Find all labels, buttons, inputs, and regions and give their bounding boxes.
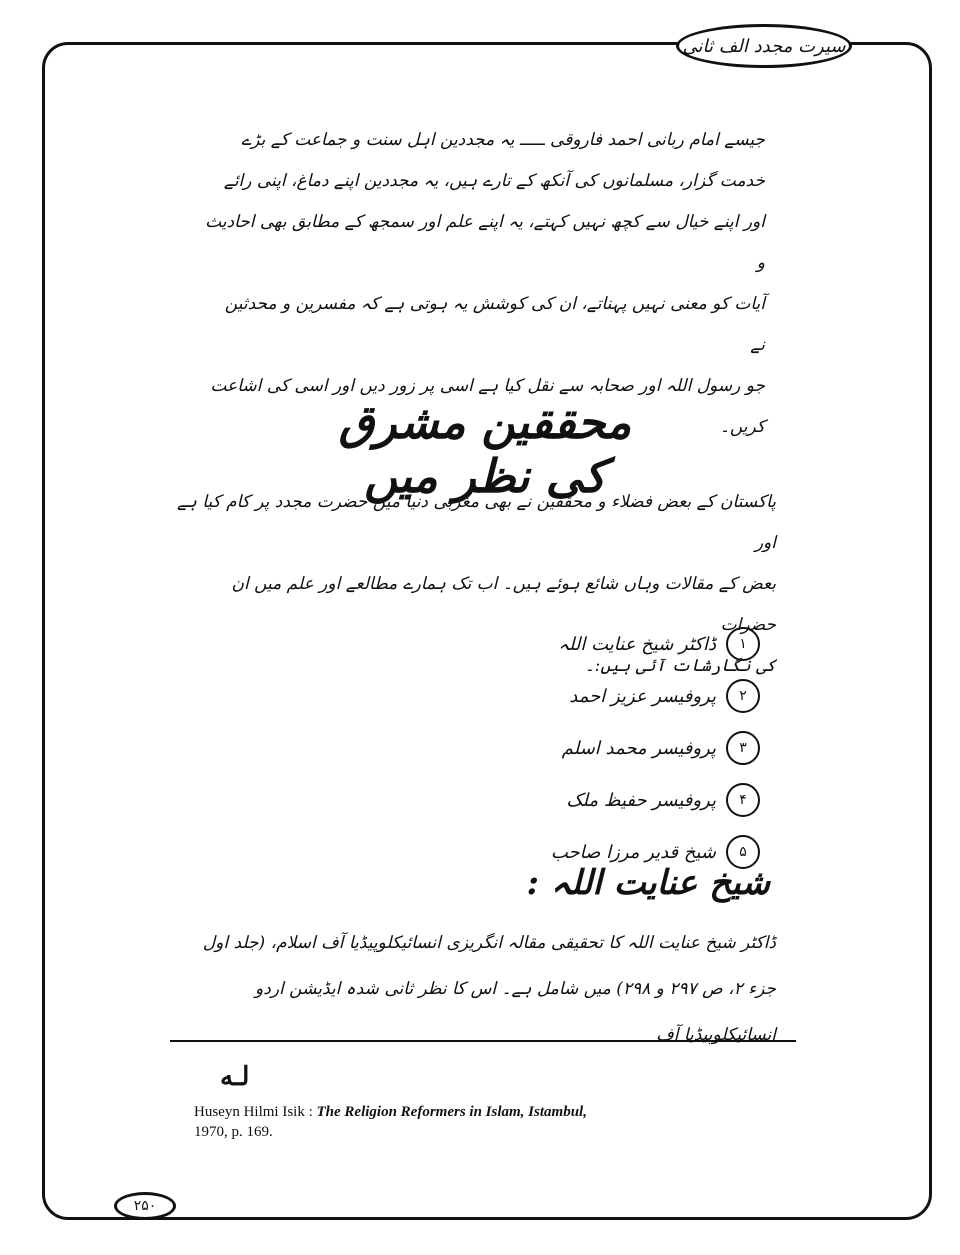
list-name: پروفیسر محمد اسلم [561,737,716,759]
running-header [676,24,852,68]
list-item [520,722,760,774]
footnote-marker: لـه [220,1062,250,1092]
list-name: پروفیسر عزیز احمد [569,685,716,707]
intro-line: جو رسول اللہ اور صحابہ سے نقل کیا ہے اسی پر زور دیں اور اسی کی اشاعت کریں۔ [210,376,765,437]
list-item [520,618,760,670]
page-number: ۲۵۰ [133,1198,157,1214]
list-number: ۴ [726,783,760,817]
para-line: جزء ۲، ص ۲۹۷ و ۲۹۸) میں شامل ہے۔ اس کا نظر ثانی شدہ ایڈیشن اردو انسائیکلوپیڈیا آف [255,979,776,1045]
intro-line: جیسے امام ربانی احمد فاروقی ـــــ یہ مجددین اہل سنت و جماعت کے بڑے [241,130,765,150]
para-line: ڈاکٹر شیخ عنایت اللہ کا تحقیقی مقالہ انگریزی انسائیکلوپیڈیا آف اسلام، (جلد اول [202,933,776,953]
para-line: کی نگارشات آئی ہیں:۔ [584,656,776,676]
header-title: سیرت مجدد الف ثانی [682,35,846,57]
footnote-divider [170,1040,796,1042]
list-number: ۲ [726,679,760,713]
list-name: ڈاکٹر شیخ عنایت اللہ [558,633,716,655]
footnote-details: 1970, p. 169. [194,1124,273,1140]
section-heading: محققین مشرق کی نظر میں [338,395,632,503]
footnote-author: Huseyn Hilmi Isik : [194,1104,317,1120]
intro-line: آیات کو معنی نہیں پہناتے، ان کی کوشش یہ ہوتی ہے کہ مفسرین و محدثین نے [224,294,765,355]
footnote [194,1102,814,1142]
footnote-title: The Religion Reformers in Islam, Istambul, [316,1104,587,1120]
intro-line: خدمت گزار، مسلمانوں کی آنکھ کے تارے ہیں، یہ مجددین اپنے دماغ، اپنی رائے [223,171,765,191]
list-name: پروفیسر حفیظ ملک [566,789,716,811]
list-item [520,774,760,826]
subheading: شیخ عنایت اللہ : [526,863,770,903]
intro-line: اور اپنے خیال سے کچھ نہیں کہتے، یہ اپنے علم اور سمجھ کے مطابق بھی احادیث و [205,212,765,273]
list-item [520,670,760,722]
para-line: پاکستان کے بعض فضلاء و محققین نے بھی مغربی دنیا میں حضرت مجدد پر کام کیا ہے اور [176,492,776,553]
list-number: ۱ [726,627,760,661]
inayatullah-paragraph [166,920,776,1058]
list-number: ۵ [726,835,760,869]
para-line: بعض کے مقالات وہاں شائع ہوئے ہیں۔ اب تک ہمارے مطالعے اور علم میں ان حضرات [231,574,776,635]
list-name: شیخ قدیر مرزا صاحب [550,841,716,863]
page-number-badge [114,1192,176,1220]
scholars-list [520,618,760,878]
list-number: ۳ [726,731,760,765]
